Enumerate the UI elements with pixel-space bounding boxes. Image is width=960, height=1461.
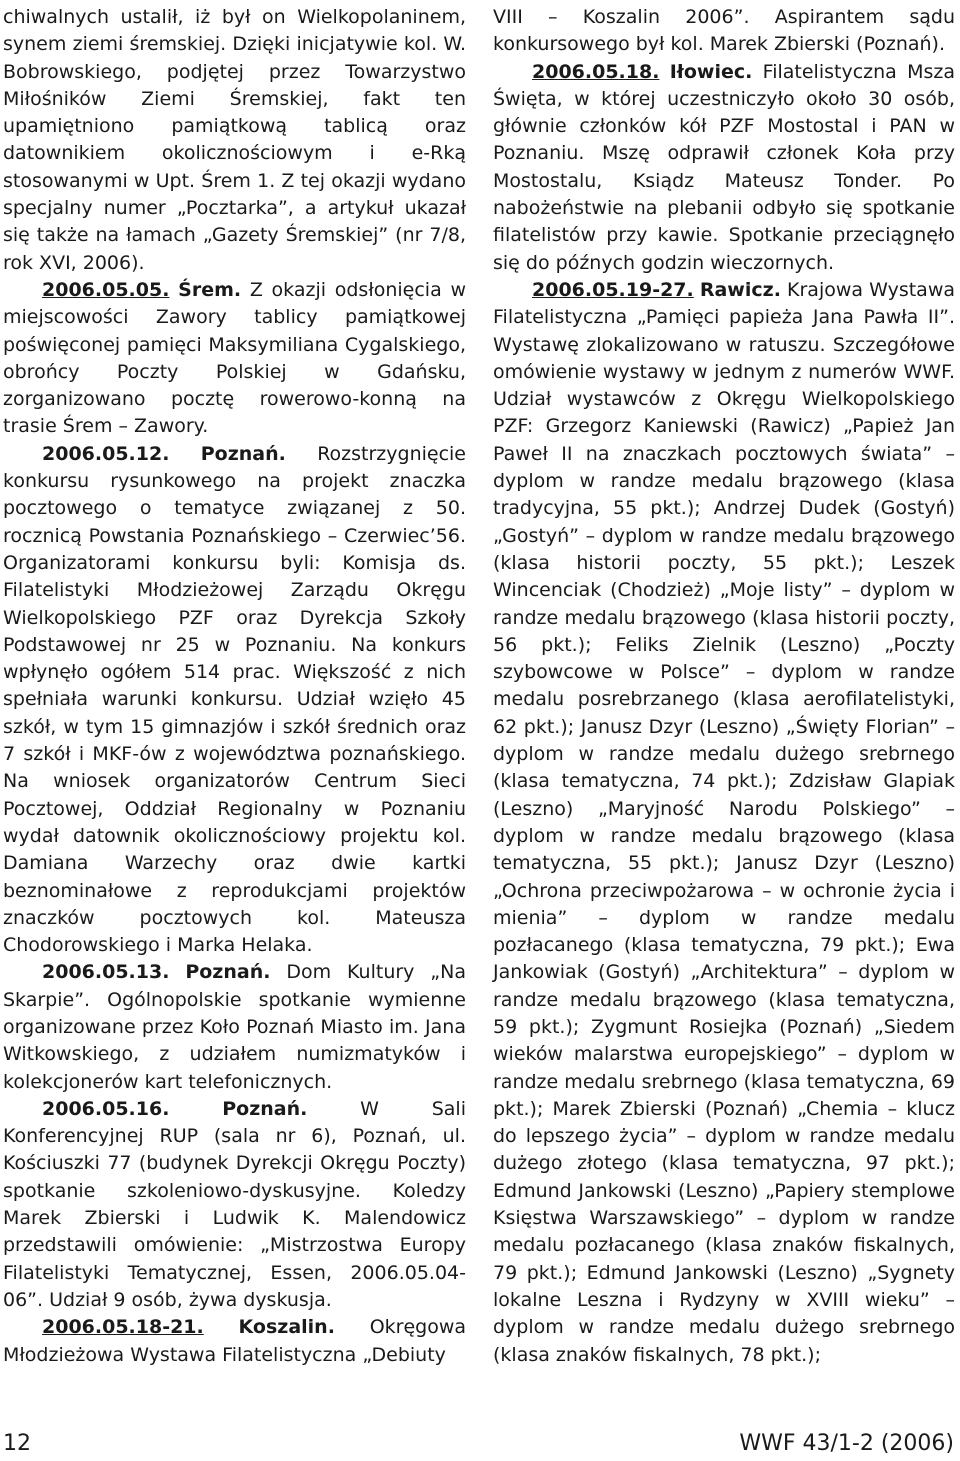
entry-date: 2006.05.12. <box>42 442 170 465</box>
entry-place: Poznań. <box>185 961 271 984</box>
entry-text: Krajowa Wystawa Filatelistyczna „Pamięci papieża Jana Pawła II”. Wystawę zlokalizowano w ratuszu. Szczegółowe omówienie wystawy w jednym z numerów WWF. Udział wystawców z Okręgu Wielkopolskiego PZF: Grzegorz Kaniewski (Rawicz) „Papież Jan Paweł II na znaczkach pocztowych świata” – dyplom w randze medalu brązowego (klasa tradycyjna, 55 pkt.); Andrzej Dudek (Gostyń) „Gostyń” – dyplom w randze medalu brązowego (klasa historii poczty, 55 pkt.); Leszek Wincenciak (Chodzież) „Moje listy” – dyplom w randze medalu brązowego (klasa historii poczty, 56 pkt.); Feliks Zielnik (Leszno) „Poczty szybowcowe w Polsce” – dyplom w randze medalu posrebrzanego (klasa aerofilatelistyki, 62 pkt.); Janusz Dzyr (Leszno) „Święty Florian” – dyplom w randze medalu dużego srebrnego (klasa tematyczna, 74 pkt.); Zdzisław Glapiak (Leszno) „Maryjność Narodu Polskiego” – dyplom w randze medalu brązowego (klasa tematyczna, 55 pkt.); Janusz Dzyr (Leszno) „Ochrona przeciwpożarowa – w ochronie życia i mienia” – dyplom w randze medalu pozłacanego (klasa tematyczna, 79 pkt.); Ewa Jankowiak (Gostyń) „Architektura” – dyplom w randze medalu brązowego (klasa tematyczna, 59 pkt.); Zygmunt Rosiejka (Poznań) „Siedem wieków malarstwa europejskiego” – dyplom w randze medalu srebrnego (klasa tematyczna, 69 pkt.); Marek Zbierski (Poznań) „Chemia – klucz do lepszego życia” – dyplom w randze medalu dużego złotego (klasa tematyczna, 97 pkt.); Edmund Jankowski (Leszno) „Papiery stemplowe Księstwa Warszawskiego” – dyplom w randze medalu pozłacanego (klasa znaków fiskalnych, 79 pkt.); Edmund Jankowski (Leszno) „Sygnety lokalne Leszna i Rydzyny w XVIII wieku” – dyplom w randze medalu dużego srebrnego (klasa znaków fiskalnych, 78 pkt.); <box>493 278 955 1366</box>
chronicle-entry <box>3 1096 466 1314</box>
right-column <box>493 4 955 1369</box>
chronicle-entry <box>3 959 466 1095</box>
entry-place: Rawicz. <box>699 278 781 301</box>
page-number: 12 <box>3 1431 31 1456</box>
entry-date: 2006.05.13. <box>42 961 170 984</box>
entry-date: 2006.05.16. <box>42 1097 170 1120</box>
entry-text: Filatelistyczna Msza Święta, w której uczestniczyło około 30 osób, głównie członków kół PZF Mostostal i PAN w Poznaniu. Mszę odprawił członek Koła przy Mostostalu, Ksiądz Mateusz Tonder. Po nabożeństwie na plebanii odbyło się spotkanie filatelistów przy kawie. Spotkanie przeciągnęło się do późnych godzin wieczornych. <box>493 60 956 274</box>
chronicle-entry <box>3 441 466 960</box>
entry-place: Poznań. <box>222 1097 308 1120</box>
entry-text: Dom Kultury „Na Skarpie”. Ogólnopolskie spotkanie wymienne organizowane przez Koło Poznań Miasto im. Jana Witkowskiego, z udziałem numizmatyków i kolekcjonerów kart telefonicznych. <box>3 961 467 1093</box>
entry-date: 2006.05.05. <box>42 278 170 301</box>
continuation-paragraph: VIII – Koszalin 2006”. Aspirantem sądu konkursowego był kol. Marek Zbierski (Poznań). <box>493 6 955 56</box>
entry-place: Koszalin. <box>238 1316 335 1339</box>
issue-label: WWF 43/1-2 (2006) <box>739 1431 954 1456</box>
left-column <box>3 4 466 1369</box>
entry-date: 2006.05.18-21. <box>42 1316 204 1339</box>
entry-place: Śrem. <box>178 278 242 301</box>
entry-text: Z okazji odsłonięcia w miejscowości Zawory tablicy pamiątkowej poświęconej pamięci Maksymiliana Cygalskiego, obrońcy Poczty Polskiej w Gdańsku, zorganizowano pocztę rowerowo-konną na trasie Śrem – Zawory. <box>3 278 466 438</box>
entry-text: Okręgowa Młodzieżowa Wystawa Filatelistyczna „Debiuty <box>3 1316 467 1366</box>
entry-date: 2006.05.18. <box>532 60 660 83</box>
chronicle-entry <box>3 1314 466 1369</box>
chronicle-entry <box>3 277 466 441</box>
chronicle-entry <box>493 277 955 1369</box>
entry-text: W Sali Konferencyjnej RUP (sala nr 6), Poznań, ul. Kościuszki 77 (budynek Dyrekcji Okręgu Poczty) spotkanie szkoleniowo-dyskusyjne. Koledzy Marek Zbierski i Ludwik K. Malendowicz przedstawili omówienie: „Mistrzostwa Europy Filatelistyki Tematycznej, Essen, 2006.05.04-06”. Udział 9 osób, żywa dyskusja. <box>3 1097 466 1311</box>
chronicle-entry <box>493 59 955 277</box>
entry-place: Poznań. <box>200 442 286 465</box>
entry-place: Iłowiec. <box>669 60 753 83</box>
entry-text: Rozstrzygnięcie konkursu rysunkowego na projekt znaczka pocztowego o tematyce związanej z 50. rocznicą Powstania Poznańskiego – Czerwiec’56. Organizatorami konkursu byli: Komisja ds. Filatelistyki Młodzieżowej Zarządu Okręgu Wielkopolskiego PZF oraz Dyrekcja Szkoły Podstawowej nr 25 w Poznaniu. Na konkurs wpłynęło ogółem 514 prac. Większość z nich spełniała warunki konkursu. Udział wzięło 45 szkół, w tym 15 gimnazjów i szkół średnich oraz 7 szkół i MKF-ów z województwa poznańskiego. Na wniosek organizatorów Centrum Sieci Pocztowej, Oddział Regionalny w Poznaniu wydał datownik okolicznościowy projektu kol. Damiana Warzechy oraz dwie kartki beznominałowe z reprodukcjami projektów znaczków pocztowych kol. Mateusza Chodorowskiego i Marka Helaka. <box>3 442 466 957</box>
intro-paragraph: chiwalnych ustalił, iż był on Wielkopolaninem, synem ziemi śremskiej. Dzięki inicjatywie kol. W. Bobrowskiego, podjętej przez Towarzystwo Miłośników Ziemi Śremskiej, fakt ten upamiętniono pamiątkową tablicą oraz datownikiem okolicznościowym i e-Rką stosowanymi w Upt. Śrem 1. Z tej okazji wydano specjalny numer „Pocztarka”, a artykuł ukazał się także na łamach „Gazety Śremskiej” (nr 7/8, rok XVI, 2006). <box>3 6 466 274</box>
entry-date: 2006.05.19-27. <box>532 278 694 301</box>
